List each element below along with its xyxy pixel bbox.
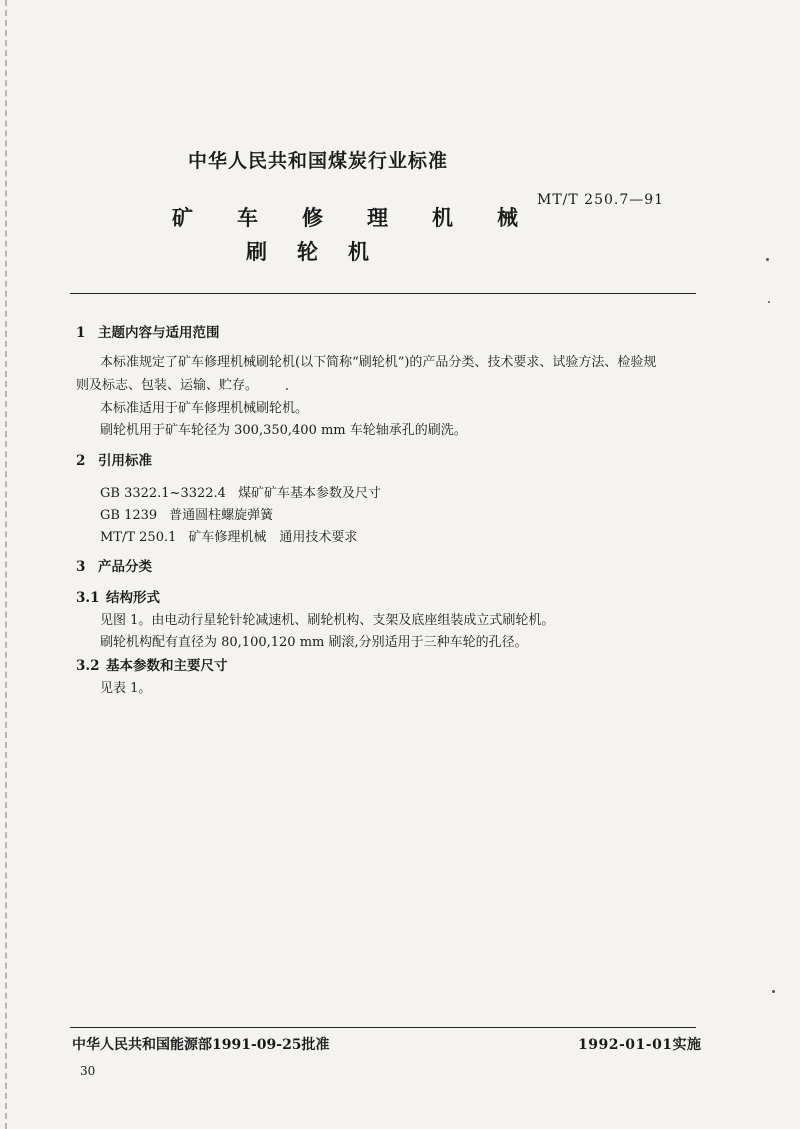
- section-title: 产品分类: [98, 559, 152, 575]
- section-1-paragraph-3: 刷轮机用于矿车轮径为 300,350,400 mm 车轮轴承孔的刷洗。: [100, 423, 467, 438]
- reference-item: [100, 526, 357, 545]
- section-title: 主题内容与适用范围: [98, 325, 220, 341]
- reference-code: MT/T 250.1: [100, 530, 177, 545]
- footer-rule: [70, 1027, 696, 1028]
- subsection-3-1-paragraph-1: 见图 1。由电动行星轮针轮减速机、刷轮机构、支架及底座组装成立式刷轮机。: [100, 613, 555, 628]
- subsection-3-1-heading: [76, 586, 160, 606]
- subsection-number: 3.1: [76, 590, 100, 606]
- section-2-heading: [76, 449, 152, 469]
- section-1-paragraph-1-line-2: 则及标志、包装、运输、贮存。: [76, 378, 259, 393]
- section-number: 2: [76, 453, 86, 469]
- subsection-3-1-paragraph-2: 刷轮机构配有直径为 80,100,120 mm 刷滚,分别适用于三种车轮的孔径。: [100, 635, 528, 650]
- subsection-title: 结构形式: [106, 590, 160, 606]
- page-number: 30: [80, 1064, 96, 1078]
- reference-title: 煤矿矿车基本参数及尺寸: [237, 486, 381, 501]
- section-3-heading: [76, 555, 152, 575]
- document-subtitle: 刷轮机: [246, 239, 399, 264]
- section-1-paragraph-1-line-1: 本标准规定了矿车修理机械刷轮机(以下简称“刷轮机”)的产品分类、技术要求、试验方法、检验规: [100, 355, 657, 370]
- scan-speck: [766, 258, 769, 261]
- reference-title: 普通圆柱螺旋弹簧: [169, 508, 274, 523]
- section-1-paragraph-2: 本标准适用于矿车修理机械刷轮机。: [100, 401, 309, 416]
- subsection-title: 基本参数和主要尺寸: [106, 658, 228, 674]
- approval-statement: 中华人民共和国能源部1991-09-25批准: [72, 1037, 330, 1053]
- standard-number: MT/T 250.7—91: [537, 192, 665, 208]
- section-number: 3: [76, 559, 86, 575]
- reference-code: GB 1239: [100, 508, 158, 523]
- document-title: 矿车修理机械: [172, 205, 562, 230]
- reference-item: [100, 504, 273, 523]
- issuing-organization: 中华人民共和国煤炭行业标准: [188, 150, 449, 172]
- reference-item: [100, 482, 381, 501]
- subsection-3-2-paragraph-1: 见表 1。: [100, 681, 152, 696]
- section-1-heading: [76, 321, 220, 341]
- subsection-3-2-heading: [76, 654, 228, 674]
- subsection-number: 3.2: [76, 658, 100, 674]
- header-rule: [70, 293, 696, 294]
- scan-speck: [772, 990, 775, 993]
- section-title: 引用标准: [98, 453, 152, 469]
- reference-title: 矿车修理机械 通用技术要求: [188, 530, 358, 545]
- reference-code: GB 3322.1~3322.4: [100, 486, 226, 501]
- scan-speck: [286, 388, 288, 390]
- page-edge: [0, 0, 7, 1129]
- scan-speck: [768, 301, 770, 303]
- effective-date: 1992-01-01实施: [578, 1037, 702, 1053]
- section-number: 1: [76, 325, 86, 341]
